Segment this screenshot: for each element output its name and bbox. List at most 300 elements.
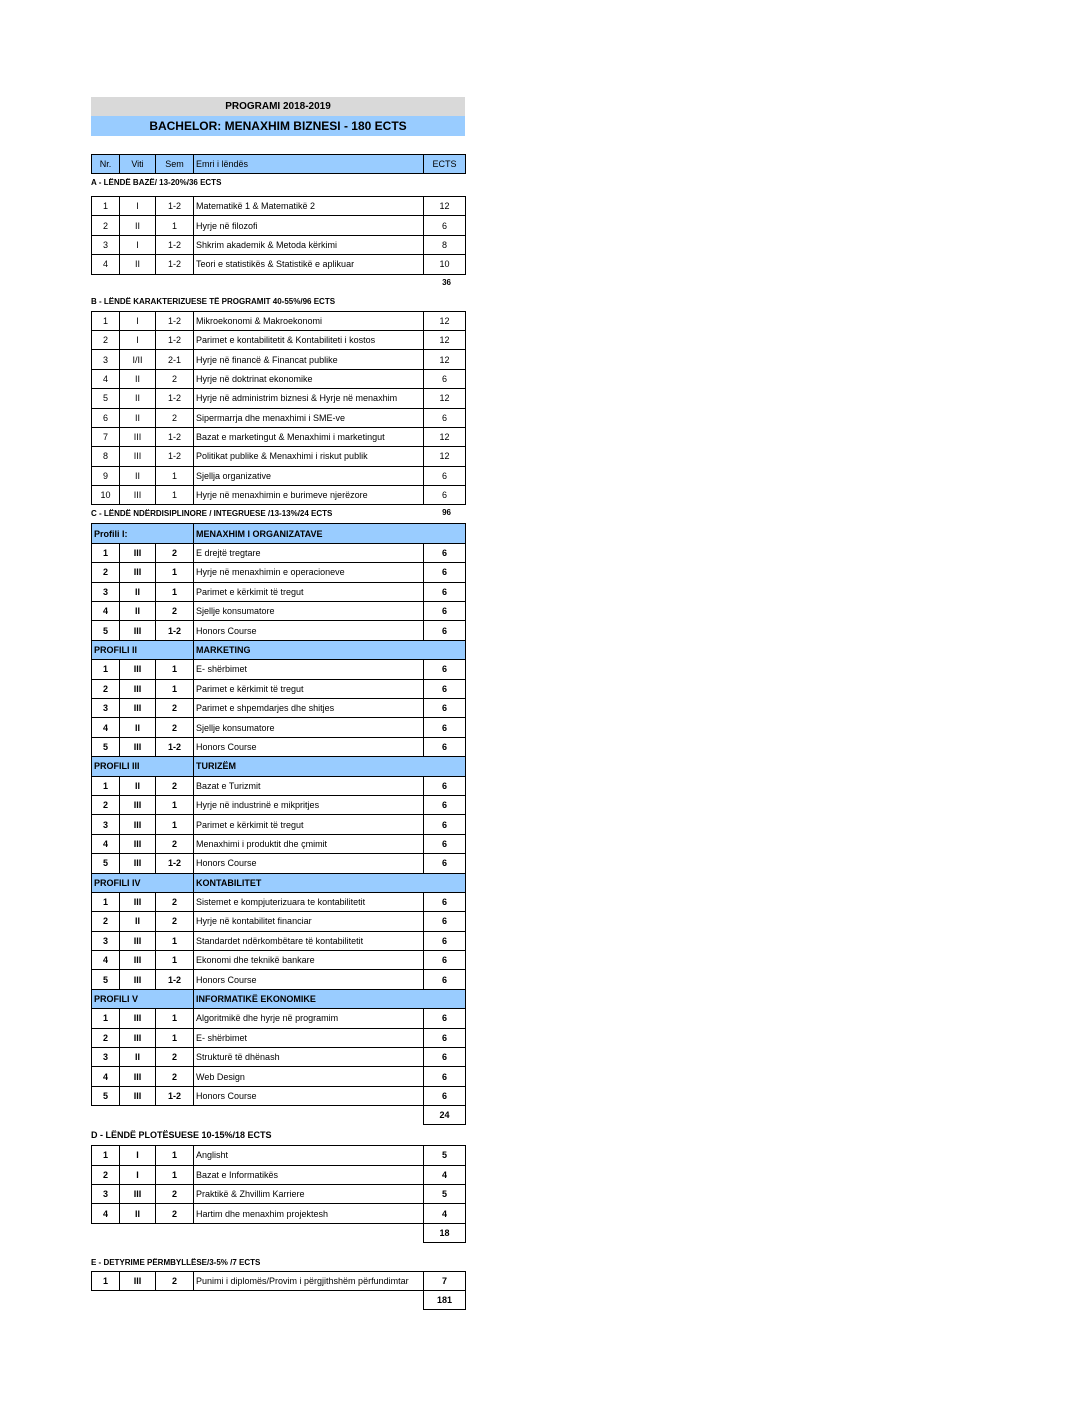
cell-ects: 6 <box>424 951 466 970</box>
table-row <box>92 311 466 330</box>
cell-course-name: Bazat e Turizmit <box>194 776 424 795</box>
cell-sem: 1-2 <box>156 255 194 274</box>
table-row <box>92 892 466 911</box>
table-row <box>92 563 466 582</box>
cell-ects: 4 <box>424 1165 466 1184</box>
cell-nr: 2 <box>92 216 120 235</box>
table-row <box>92 582 466 601</box>
cell-nr: 1 <box>92 892 120 911</box>
table-row <box>92 1067 466 1086</box>
cell-nr: 4 <box>92 1067 120 1086</box>
cell-course-name: Parimet e kërkimit të tregut <box>194 815 424 834</box>
cell-viti: I <box>120 311 156 330</box>
table-row <box>92 1009 466 1028</box>
cell-nr: 1 <box>92 660 120 679</box>
cell-ects: 6 <box>424 970 466 989</box>
cell-viti: II <box>120 466 156 485</box>
section-b-table <box>91 311 466 506</box>
cell-sem: 2 <box>156 1067 194 1086</box>
profile-label: PROFILI II <box>92 640 194 659</box>
cell-viti: III <box>120 834 156 853</box>
cell-course-name: Politikat publike & Menaxhimi i riskut publik <box>194 447 424 466</box>
cell-viti: I <box>120 235 156 254</box>
cell-nr: 3 <box>92 1048 120 1067</box>
cell-nr: 3 <box>92 235 120 254</box>
cell-ects: 6 <box>424 912 466 931</box>
cell-nr: 3 <box>92 1184 120 1203</box>
profile-label: Profili I: <box>92 524 194 543</box>
section-c-title-total: 96 <box>442 508 451 518</box>
table-row <box>92 408 466 427</box>
cell-sem: 2 <box>156 698 194 717</box>
header-viti: Viti <box>120 155 156 174</box>
cell-course-name: Sjellje konsumatore <box>194 718 424 737</box>
cell-sem: 1-2 <box>156 970 194 989</box>
cell-nr: 1 <box>92 1271 120 1290</box>
cell-nr: 2 <box>92 330 120 349</box>
cell-viti: III <box>120 892 156 911</box>
cell-nr: 4 <box>92 1204 120 1223</box>
curriculum-document <box>91 97 465 1310</box>
cell-nr: 3 <box>92 698 120 717</box>
header-ects: ECTS <box>424 155 466 174</box>
cell-viti: III <box>120 1184 156 1203</box>
cell-nr: 4 <box>92 951 120 970</box>
table-row <box>92 970 466 989</box>
cell-nr: 3 <box>92 931 120 950</box>
cell-nr: 6 <box>92 408 120 427</box>
cell-ects: 12 <box>424 330 466 349</box>
cell-viti: III <box>120 447 156 466</box>
cell-sem: 1 <box>156 679 194 698</box>
cell-nr: 3 <box>92 350 120 369</box>
cell-ects: 8 <box>424 235 466 254</box>
cell-nr: 1 <box>92 1146 120 1165</box>
cell-ects: 6 <box>424 1009 466 1028</box>
table-row <box>92 1086 466 1105</box>
header-name: Emri i lëndës <box>194 155 424 174</box>
cell-viti: III <box>120 815 156 834</box>
cell-ects: 6 <box>424 563 466 582</box>
cell-ects: 6 <box>424 216 466 235</box>
cell-course-name: Hyrje në doktrinat ekonomike <box>194 369 424 388</box>
cell-ects: 6 <box>424 834 466 853</box>
cell-viti: I <box>120 1146 156 1165</box>
cell-ects: 12 <box>424 427 466 446</box>
section-e-title: E - DETYRIME PËRMBYLLËSE/3-5% /7 ECTS <box>91 1257 261 1267</box>
column-header-row <box>92 155 466 174</box>
cell-course-name: Sipermarrja dhe menaxhimi i SME-ve <box>194 408 424 427</box>
cell-sem: 1 <box>156 1165 194 1184</box>
program-title: PROGRAMI 2018-2019 <box>91 97 465 116</box>
cell-ects: 6 <box>424 582 466 601</box>
cell-sem: 1-2 <box>156 427 194 446</box>
cell-sem: 1 <box>156 1146 194 1165</box>
cell-sem: 2 <box>156 1204 194 1223</box>
cell-course-name: Anglisht <box>194 1146 424 1165</box>
cell-nr: 8 <box>92 447 120 466</box>
cell-viti: III <box>120 1067 156 1086</box>
cell-nr: 5 <box>92 389 120 408</box>
cell-viti: III <box>120 698 156 717</box>
total-ects: 18 <box>424 1223 466 1242</box>
cell-viti: I <box>120 197 156 216</box>
table-row <box>92 330 466 349</box>
cell-nr: 5 <box>92 737 120 756</box>
cell-viti: III <box>120 854 156 873</box>
cell-nr: 4 <box>92 718 120 737</box>
cell-course-name: E drejtë tregtare <box>194 543 424 562</box>
table-row <box>92 543 466 562</box>
table-row <box>92 660 466 679</box>
cell-viti: III <box>120 1009 156 1028</box>
cell-nr: 1 <box>92 543 120 562</box>
cell-sem: 1 <box>156 931 194 950</box>
cell-ects: 4 <box>424 1204 466 1223</box>
profile-name: KONTABILITET <box>194 873 466 892</box>
cell-ects: 6 <box>424 408 466 427</box>
cell-ects: 6 <box>424 698 466 717</box>
cell-nr: 2 <box>92 1165 120 1184</box>
table-row <box>92 369 466 388</box>
cell-viti: III <box>120 427 156 446</box>
cell-nr: 5 <box>92 854 120 873</box>
cell-course-name: Ekonomi dhe teknikë bankare <box>194 951 424 970</box>
cell-nr: 2 <box>92 912 120 931</box>
cell-course-name: Sjellje konsumatore <box>194 602 424 621</box>
cell-nr: 3 <box>92 815 120 834</box>
cell-course-name: Hyrje në menaxhimin e operacioneve <box>194 563 424 582</box>
cell-sem: 1-2 <box>156 737 194 756</box>
table-row <box>92 621 466 640</box>
cell-viti: III <box>120 660 156 679</box>
profile-header-row <box>92 524 466 543</box>
table-row <box>92 912 466 931</box>
cell-sem: 1 <box>156 582 194 601</box>
total-spacer <box>92 1223 424 1242</box>
cell-sem: 1 <box>156 815 194 834</box>
cell-nr: 1 <box>92 197 120 216</box>
cell-ects: 6 <box>424 543 466 562</box>
cell-viti: III <box>120 795 156 814</box>
cell-viti: II <box>120 408 156 427</box>
cell-nr: 9 <box>92 466 120 485</box>
table-row <box>92 1184 466 1203</box>
cell-sem: 2 <box>156 543 194 562</box>
cell-ects: 6 <box>424 892 466 911</box>
table-row <box>92 679 466 698</box>
cell-sem: 2 <box>156 1271 194 1290</box>
cell-sem: 2 <box>156 408 194 427</box>
cell-nr: 10 <box>92 486 120 505</box>
cell-viti: III <box>120 621 156 640</box>
profile-label: PROFILI IV <box>92 873 194 892</box>
cell-ects: 6 <box>424 718 466 737</box>
cell-viti: II <box>120 1204 156 1223</box>
cell-ects: 6 <box>424 795 466 814</box>
cell-course-name: Strukturë të dhënash <box>194 1048 424 1067</box>
table-row <box>92 255 466 274</box>
cell-viti: II <box>120 776 156 795</box>
cell-course-name: Hyrje në financë & Financat publike <box>194 350 424 369</box>
cell-viti: III <box>120 679 156 698</box>
cell-viti: III <box>120 543 156 562</box>
cell-ects: 12 <box>424 447 466 466</box>
table-row <box>92 951 466 970</box>
section-a-table <box>91 196 466 275</box>
cell-viti: II <box>120 912 156 931</box>
table-row <box>92 235 466 254</box>
cell-course-name: Parimet e shpemdarjes dhe shitjes <box>194 698 424 717</box>
cell-course-name: Parimet e kontabilitetit & Kontabiliteti i kostos <box>194 330 424 349</box>
table-row <box>92 1204 466 1223</box>
cell-course-name: Honors Course <box>194 737 424 756</box>
cell-sem: 1 <box>156 1028 194 1047</box>
cell-ects: 6 <box>424 1028 466 1047</box>
cell-sem: 1-2 <box>156 389 194 408</box>
cell-ects: 6 <box>424 369 466 388</box>
cell-viti: III <box>120 563 156 582</box>
profile-header-row <box>92 989 466 1008</box>
cell-viti: II <box>120 369 156 388</box>
column-header-table <box>91 154 466 174</box>
cell-course-name: Web Design <box>194 1067 424 1086</box>
table-row <box>92 1165 466 1184</box>
cell-sem: 1-2 <box>156 197 194 216</box>
cell-nr: 4 <box>92 602 120 621</box>
cell-course-name: Hyrje në industrinë e mikpritjes <box>194 795 424 814</box>
cell-nr: 2 <box>92 563 120 582</box>
cell-viti: II <box>120 216 156 235</box>
profile-name: MENAXHIM I ORGANIZATAVE <box>194 524 466 543</box>
total-ects: 181 <box>424 1291 466 1310</box>
cell-ects: 10 <box>424 255 466 274</box>
cell-nr: 2 <box>92 1028 120 1047</box>
cell-ects: 7 <box>424 1271 466 1290</box>
total-row <box>92 1291 466 1310</box>
cell-course-name: Sjellja organizative <box>194 466 424 485</box>
profile-header-row <box>92 640 466 659</box>
cell-nr: 5 <box>92 970 120 989</box>
cell-ects: 6 <box>424 815 466 834</box>
cell-sem: 1-2 <box>156 235 194 254</box>
cell-viti: II <box>120 582 156 601</box>
cell-ects: 6 <box>424 486 466 505</box>
cell-viti: III <box>120 951 156 970</box>
table-row <box>92 1048 466 1067</box>
section-c-title-row <box>91 505 465 523</box>
cell-sem: 1 <box>156 795 194 814</box>
cell-course-name: Hyrje në filozofi <box>194 216 424 235</box>
cell-sem: 2 <box>156 1048 194 1067</box>
cell-nr: 3 <box>92 582 120 601</box>
cell-ects: 6 <box>424 1086 466 1105</box>
cell-ects: 6 <box>424 776 466 795</box>
cell-course-name: Sistemet e kompjuterizuara te kontabilitetit <box>194 892 424 911</box>
degree-title: BACHELOR: MENAXHIM BIZNESI - 180 ECTS <box>91 116 465 136</box>
cell-viti: III <box>120 1271 156 1290</box>
table-row <box>92 389 466 408</box>
cell-ects: 6 <box>424 621 466 640</box>
cell-sem: 1 <box>156 563 194 582</box>
cell-ects: 6 <box>424 679 466 698</box>
section-d-table <box>91 1145 466 1243</box>
header-sem: Sem <box>156 155 194 174</box>
table-row <box>92 602 466 621</box>
cell-sem: 2 <box>156 718 194 737</box>
cell-nr: 4 <box>92 834 120 853</box>
cell-nr: 4 <box>92 369 120 388</box>
table-row <box>92 216 466 235</box>
cell-sem: 2 <box>156 776 194 795</box>
table-row <box>92 698 466 717</box>
table-row <box>92 1028 466 1047</box>
table-row <box>92 197 466 216</box>
profile-header-row <box>92 757 466 776</box>
table-row <box>92 737 466 756</box>
cell-course-name: Hartim dhe menaxhim projektesh <box>194 1204 424 1223</box>
cell-sem: 1-2 <box>156 854 194 873</box>
cell-course-name: Punimi i diplomës/Provim i përgjithshëm përfundimtar <box>194 1271 424 1290</box>
cell-nr: 7 <box>92 427 120 446</box>
table-row <box>92 486 466 505</box>
table-row <box>92 1271 466 1290</box>
cell-course-name: Honors Course <box>194 621 424 640</box>
cell-ects: 12 <box>424 311 466 330</box>
profile-header-row <box>92 873 466 892</box>
section-c-table <box>91 523 466 1125</box>
cell-sem: 1 <box>156 951 194 970</box>
cell-nr: 5 <box>92 621 120 640</box>
cell-course-name: E- shërbimet <box>194 1028 424 1047</box>
cell-viti: II <box>120 602 156 621</box>
total-spacer <box>92 1291 424 1310</box>
cell-course-name: Praktikë & Zhvillim Karriere <box>194 1184 424 1203</box>
cell-course-name: Menaxhimi i produktit dhe çmimit <box>194 834 424 853</box>
table-row <box>92 854 466 873</box>
cell-course-name: Hyrje në kontabilitet financiar <box>194 912 424 931</box>
cell-sem: 2 <box>156 1184 194 1203</box>
profile-name: TURIZËM <box>194 757 466 776</box>
cell-course-name: Hyrje në administrim biznesi & Hyrje në menaxhim <box>194 389 424 408</box>
total-spacer <box>92 1106 424 1125</box>
cell-course-name: Matematikë 1 & Matematikë 2 <box>194 197 424 216</box>
total-ects: 24 <box>424 1106 466 1125</box>
cell-course-name: Honors Course <box>194 970 424 989</box>
cell-viti: I <box>120 330 156 349</box>
cell-course-name: Honors Course <box>194 1086 424 1105</box>
cell-viti: II <box>120 389 156 408</box>
cell-course-name: Bazat e Informatikës <box>194 1165 424 1184</box>
cell-ects: 12 <box>424 350 466 369</box>
section-c-title: C - LËNDË NDËRDISIPLINORE / INTEGRUESE /13-13%/24 ECTS <box>91 509 333 519</box>
section-b-title: B - LËNDË KARAKTERIZUESE TË PROGRAMIT 40-55%/96 ECTS <box>91 296 336 306</box>
table-row <box>92 350 466 369</box>
section-a-total: 36 <box>442 277 451 287</box>
header-nr: Nr. <box>92 155 120 174</box>
profile-label: PROFILI V <box>92 989 194 1008</box>
cell-course-name: Bazat e marketingut & Menaxhimi i marketingut <box>194 427 424 446</box>
table-row <box>92 795 466 814</box>
cell-ects: 6 <box>424 1048 466 1067</box>
cell-sem: 1 <box>156 660 194 679</box>
cell-viti: III <box>120 1086 156 1105</box>
cell-ects: 5 <box>424 1146 466 1165</box>
profile-name: MARKETING <box>194 640 466 659</box>
cell-viti: II <box>120 255 156 274</box>
cell-ects: 6 <box>424 660 466 679</box>
section-d-title: D - LËNDË PLOTËSUESE 10-15%/18 ECTS <box>91 1130 272 1141</box>
cell-sem: 1-2 <box>156 330 194 349</box>
cell-sem: 2-1 <box>156 350 194 369</box>
cell-nr: 1 <box>92 311 120 330</box>
cell-sem: 1-2 <box>156 447 194 466</box>
cell-viti: III <box>120 486 156 505</box>
cell-sem: 1 <box>156 486 194 505</box>
cell-viti: III <box>120 931 156 950</box>
cell-course-name: Teori e statistikës & Statistikë e aplikuar <box>194 255 424 274</box>
cell-viti: II <box>120 1048 156 1067</box>
cell-sem: 1-2 <box>156 311 194 330</box>
cell-ects: 6 <box>424 602 466 621</box>
cell-course-name: Honors Course <box>194 854 424 873</box>
cell-ects: 6 <box>424 737 466 756</box>
table-row <box>92 447 466 466</box>
cell-ects: 6 <box>424 466 466 485</box>
cell-sem: 2 <box>156 834 194 853</box>
cell-viti: I <box>120 1165 156 1184</box>
cell-sem: 1-2 <box>156 621 194 640</box>
table-row <box>92 1146 466 1165</box>
cell-sem: 1 <box>156 216 194 235</box>
cell-nr: 4 <box>92 255 120 274</box>
cell-nr: 1 <box>92 1009 120 1028</box>
cell-ects: 6 <box>424 931 466 950</box>
cell-viti: III <box>120 970 156 989</box>
cell-course-name: Algoritmikë dhe hyrje në programim <box>194 1009 424 1028</box>
table-row <box>92 931 466 950</box>
cell-sem: 2 <box>156 602 194 621</box>
cell-viti: III <box>120 737 156 756</box>
cell-sem: 1 <box>156 466 194 485</box>
cell-viti: III <box>120 1028 156 1047</box>
table-row <box>92 776 466 795</box>
cell-ects: 5 <box>424 1184 466 1203</box>
cell-viti: II <box>120 718 156 737</box>
cell-ects: 6 <box>424 1067 466 1086</box>
table-row <box>92 427 466 446</box>
cell-course-name: Shkrim akademik & Metoda kërkimi <box>194 235 424 254</box>
table-row <box>92 466 466 485</box>
table-row <box>92 718 466 737</box>
table-row <box>92 834 466 853</box>
profile-name: INFORMATIKË EKONOMIKE <box>194 989 466 1008</box>
cell-nr: 2 <box>92 795 120 814</box>
cell-sem: 1 <box>156 1009 194 1028</box>
cell-course-name: Hyrje në menaxhimin e burimeve njerëzore <box>194 486 424 505</box>
cell-ects: 12 <box>424 389 466 408</box>
cell-course-name: E- shërbimet <box>194 660 424 679</box>
cell-course-name: Parimet e kërkimit të tregut <box>194 679 424 698</box>
cell-ects: 12 <box>424 197 466 216</box>
profile-label: PROFILI III <box>92 757 194 776</box>
cell-sem: 2 <box>156 369 194 388</box>
section-a-title: A - LËNDË BAZË/ 13-20%/36 ECTS <box>91 178 222 187</box>
cell-sem: 2 <box>156 912 194 931</box>
cell-ects: 6 <box>424 854 466 873</box>
cell-sem: 2 <box>156 892 194 911</box>
section-e-table <box>91 1271 466 1310</box>
